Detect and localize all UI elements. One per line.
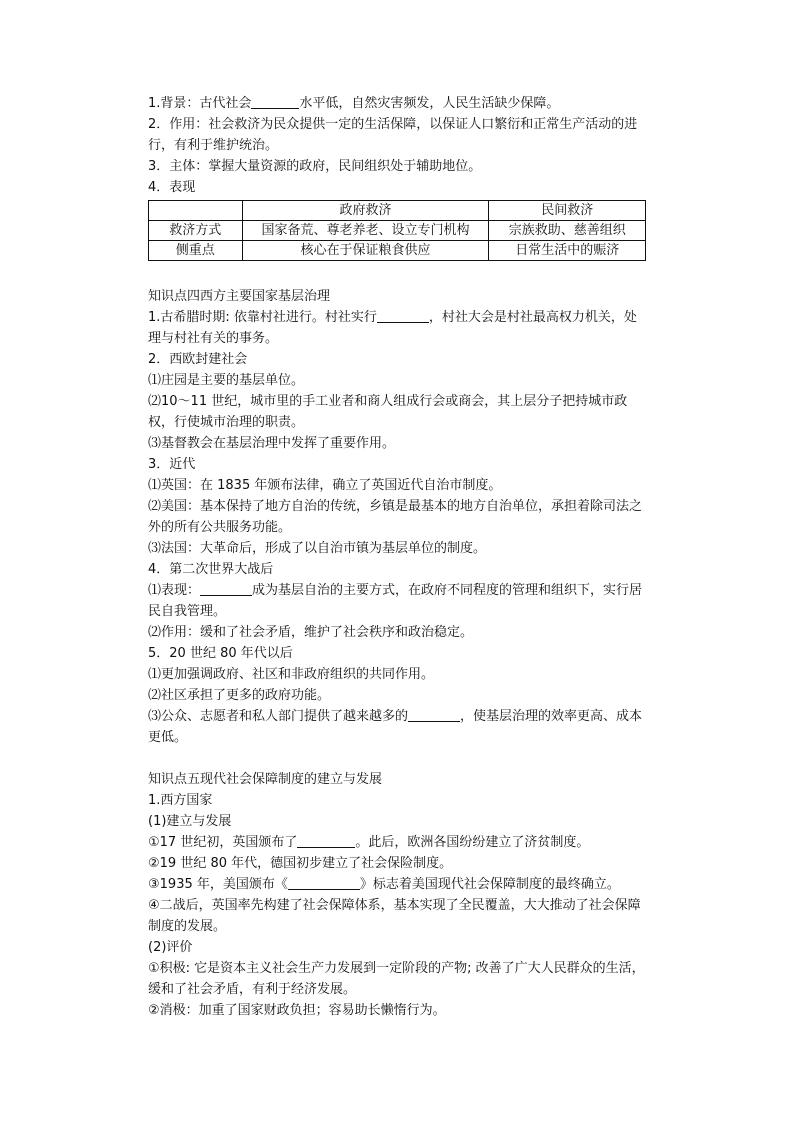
manifestation-line: 4．表现	[148, 180, 196, 195]
text-line: ⑵社区承担了更多的政府功能。	[148, 688, 331, 703]
text-line: ①积极: 它是资本主义社会生产力发展到一定阶段的产物; 改善了广大人民群众的生活，缓和了社会矛盾，有利于经济发展。	[148, 961, 645, 997]
text-line: ⑵10～11 世纪，城市里的手工业者和商人组成行会或商会，其上层分子把持城市政权，行使城市治理的职责。	[148, 394, 628, 430]
text-line: 4．第二次世界大战后	[148, 562, 274, 577]
text-line: 1.西方国家	[148, 793, 213, 808]
table-row	[149, 221, 646, 241]
text-line: ⑴表现： 成为基层自治的主要方式，在政府不同程度的管理和组织下，实行居民自我管理。	[148, 583, 643, 619]
table-row	[149, 241, 646, 261]
relief-table	[148, 200, 646, 261]
section-title: 知识点四西方主要国家基层治理	[148, 289, 331, 304]
answer-blank	[251, 94, 299, 109]
answer-blank	[408, 707, 460, 722]
text-line: ⑶公众、志愿者和私人部门提供了越来越多的 ，使基层治理的效率更高、成本更低。	[148, 709, 643, 745]
text-line: ④二战后，英国率先构建了社会保障体系，基本实现了全民覆盖，大大推动了社会保障制度的发展。	[148, 898, 641, 934]
text-line: 2．西欧封建社会	[148, 352, 248, 367]
table-header-row	[149, 201, 646, 221]
text-line: ⑶基督教会在基层治理中发挥了重要作用。	[148, 436, 396, 451]
text-line: ⑶法国：大革命后，形成了以自治市镇为基层单位的制度。	[148, 541, 487, 556]
text-line: ⑵美国：基本保持了地方自治的传统，乡镇是最基本的地方自治单位，承担着除司法之外的所有公共服务功能。	[148, 499, 643, 535]
table-cell: 核心在于保证粮食供应	[242, 241, 489, 261]
answer-blank	[377, 308, 429, 323]
table-cell: 救济方式	[149, 221, 243, 241]
subject-line: 3．主体：掌握大量资源的政府，民间组织处于辅助地位。	[148, 159, 482, 174]
text-line: 1.古希腊时期: 依靠村社进行。村社实行 ，村社大会是村社最高权力机关，处理与村社有关的事务。	[148, 310, 637, 346]
table-cell: 侧重点	[149, 241, 243, 261]
text-line: ②消极：加重了国家财政负担；容易助长懒惰行为。	[148, 1003, 446, 1018]
table-header-cell: 政府救济	[242, 201, 489, 221]
text-line: ⑴英国：在 1835 年颁布法律，确立了英国近代自治市制度。	[148, 478, 502, 493]
text-line: 3．近代	[148, 457, 196, 472]
table-cell: 日常生活中的赈济	[489, 241, 646, 261]
section-title: 知识点五现代社会保障制度的建立与发展	[148, 772, 383, 787]
text-line: ⑴庄园是主要的基层单位。	[148, 373, 305, 388]
answer-blank	[297, 833, 355, 848]
text-line: (2)评价	[148, 940, 193, 955]
table-cell: 国家备荒、尊老养老、设立专门机构	[242, 221, 489, 241]
table-header-cell	[149, 201, 243, 221]
document-content	[148, 93, 648, 1021]
text-line: (1)建立与发展	[148, 814, 232, 829]
background-line: 1.背景：古代社会 水平低，自然灾害频发，人民生活缺少保障。	[148, 96, 560, 111]
table-cell: 宗族救助、慈善组织	[489, 221, 646, 241]
text-line: 5．20 世纪 80 年代以后	[148, 646, 293, 661]
text-line: ②19 世纪 80 年代，德国初步建立了社会保险制度。	[148, 856, 453, 871]
answer-blank	[200, 581, 252, 596]
answer-blank	[288, 875, 360, 890]
function-line: 2．作用：社会救济为民众提供一定的生活保障，以保证人口繁衍和正常生产活动的进行，有利于维护统治。	[148, 117, 638, 153]
text-line: ①17 世纪初，英国颁布了 。此后，欧洲各国纷纷建立了济贫制度。	[148, 835, 590, 850]
text-line: ③1935 年，美国颁布《 》标志着美国现代社会保障制度的最终确立。	[148, 877, 620, 892]
text-line: ⑵作用：缓和了社会矛盾，维护了社会秩序和政治稳定。	[148, 625, 474, 640]
table-header-cell: 民间救济	[489, 201, 646, 221]
text-line: ⑴更加强调政府、社区和非政府组织的共同作用。	[148, 667, 435, 682]
